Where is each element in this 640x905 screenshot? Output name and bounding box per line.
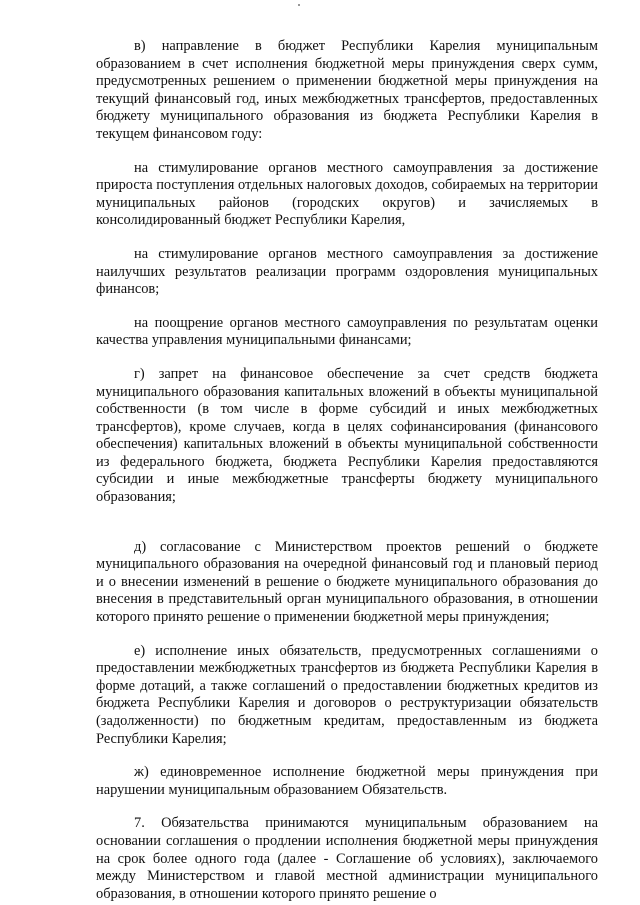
paragraph-d: д) согласование с Министерством проектов решений о бюджете муниципального образования на очередной финансовый год и плановый период и о внесении изменений в решение о бюджете муниципального образования до внесения в представительный орган муниципального образования, в отношении которого принято решение о применении бюджетной меры принуждения; — [96, 538, 598, 626]
paragraph-reward: на поощрение органов местного самоуправления по результатам оценки качества управления муниципальными финансами; — [96, 314, 598, 349]
paragraph-zh: ж) единовременное исполнение бюджетной меры принуждения при нарушении муниципальным образованием Обязательств. — [96, 764, 598, 798]
paragraph-7: 7. Обязательства принимаются муниципальным образованием на основании соглашения о продлении исполнения бюджетной меры принуждения на срок более одного года (далее - Соглашение об условиях), заключаемого между Министерством и главой местной администрации муниципального образования, в отношении которого принято решение о — [96, 815, 598, 902]
document-page — [96, 38, 598, 903]
paragraph-e: е) исполнение иных обязательств, предусмотренных соглашениями о предоставлении межбюджетных трансфертов из бюджета Республики Карелия в форме дотаций, а также соглашений о предоставлении бюджетных кредитов из бюджета Республики Карелия и договоров о реструктуризации обязательств (задолженности) по бюджетным кредитам, предоставленным из бюджета Республики Карелия; — [96, 642, 598, 747]
paragraph-g: г) запрет на финансовое обеспечение за счет средств бюджета муниципального образования капитальных вложений в объекты муниципальной собственности (в том числе в форме субсидий и иных межбюджетных трансфертов), кроме случаев, когда в целях софинансирования (финансового обеспечения) капитальных вложений в объекты муниципальной собственности из федерального бюджета, бюджета Республики Карелия предоставляются субсидии и иные межбюджетные трансферты бюджету муниципального образования; — [96, 365, 598, 506]
paragraph-stimulus-tax: на стимулирование органов местного самоуправления за достижение прироста поступления отдельных налоговых доходов, собираемых на территории муниципальных районов (городских округов) и зачисляемых в консолидированный бюджет Республики Карелия, — [96, 159, 598, 229]
paragraph-v: в) направление в бюджет Республики Карелия муниципальным образованием в счет исполнения бюджетной меры принуждения сверх сумм, предусмотренных решением о применении бюджетной меры принуждения на текущий финансовый год, иных межбюджетных трансфертов, предоставленных бюджету муниципального образования из бюджета Республики Карелия в текущем финансовом году: — [96, 38, 598, 142]
paragraph-stimulus-results: на стимулирование органов местного самоуправления за достижение наилучших результатов реализации программ оздоровления муниципальных финансов; — [96, 245, 598, 298]
scan-dot-mark — [298, 4, 300, 6]
